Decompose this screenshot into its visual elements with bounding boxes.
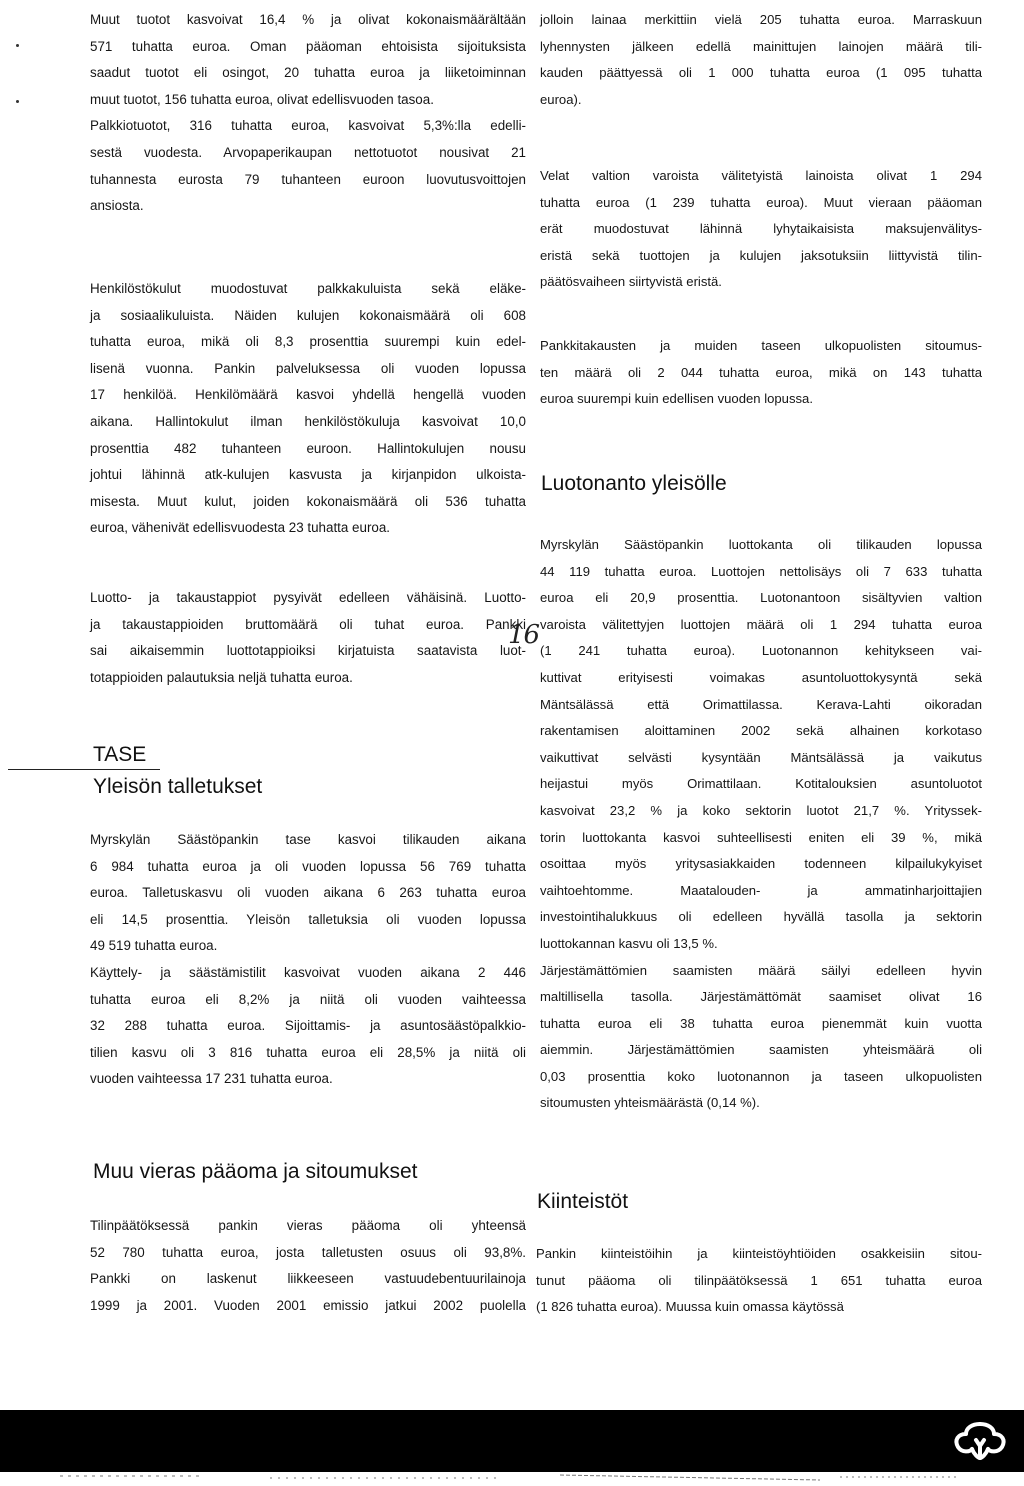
paragraph-other-liabilities [90, 1213, 526, 1319]
text-line: vuoden vaihteessa 17 231 tuhatta euroa. [90, 1071, 333, 1087]
text-line: euroa. Talletuskasvu oli vuoden aikana 6 263 tuhatta euroa [90, 885, 526, 901]
text-line: heijastui myös Orimattilaan. Kotitalouksien asuntoluotot [540, 776, 982, 792]
text-line: 44 119 tuhatta euroa. Luottojen nettolisäys oli 7 633 tuhatta [540, 563, 982, 579]
text-line: 32 288 tuhatta euroa. Sijoittamis- ja asuntosäästöpalkkio- [90, 1018, 526, 1034]
text-line: ja sosiaalikuluista. Näiden kulujen kokonaismäärä oli 608 [90, 307, 526, 323]
scan-speck [16, 100, 19, 103]
text-line: prosenttia 482 tuhanteen euroon. Hallintokulujen nousu [90, 440, 526, 456]
text-line: Tilinpäätöksessä pankin vieras pääoma oli yhteensä [90, 1218, 526, 1233]
text-line: investointihalukkuus oli edelleen hyvällä tasolla ja sektorin [540, 909, 982, 925]
text-line: sestä vuodesta. Arvopaperikaupan nettotuotot nousivat 21 [90, 144, 526, 160]
text-line: eristä sekä tuottojen ja kulujen jaksotuksiin liittyvistä tilin- [540, 247, 982, 263]
text-line: luottokannan kasvu oli 13,5 %. [540, 935, 718, 951]
text-line: 1999 ja 2001. Vuoden 2001 emissio jatkui 2002 puolella [90, 1297, 526, 1313]
page-number: 16 [508, 620, 540, 650]
text-line: saadut tuotot eli osingot, 20 tuhatta euroa ja liiketoiminnan [90, 65, 526, 81]
text-line: (1 826 tuhatta euroa). Muussa kuin omassa käytössä [536, 1299, 844, 1315]
text-line: kuttivat erityisesti voimakas asuntoluottokysyntä sekä [540, 669, 982, 685]
paragraph-lending [540, 532, 982, 1117]
text-line: lisenä vuonna. Pankin palveluksessa oli vuoden lopussa [90, 360, 526, 376]
text-line: johtui lähinnä atk-kulujen kasvusta ja kirjanpidon ulkoista- [90, 467, 526, 483]
text-line: Käyttely- ja säästämistilit kasvoivat vuoden aikana 2 446 [90, 964, 526, 980]
text-line: euroa). [540, 91, 582, 107]
text-line: varoista välitettyjen luottojen määrä oli 1 294 tuhatta euroa [540, 616, 982, 632]
text-line: ten määrä oli 2 044 tuhatta euroa, mikä on 143 tuhatta [540, 364, 982, 380]
paragraph-guarantees [540, 333, 982, 413]
footer-bar [0, 1410, 1024, 1472]
text-line: kasvoivat 23,2 % ja koko sektorin luotot 21,7 %. Yrityssek- [540, 802, 982, 818]
text-line: 17 henkilöä. Henkilömäärä kasvoi yhdellä hengellä vuoden [90, 387, 526, 403]
text-line: kauden päättyessä oli 1 000 tuhatta euroa (1 095 tuhatta [540, 65, 982, 81]
text-line: eli 14,5 prosenttia. Yleisön talletuksia oli vuoden lopussa [90, 911, 526, 927]
text-line: 49 519 tuhatta euroa. [90, 938, 218, 954]
text-line: tuhatta euroa eli 8,2% ja niitä oli vuoden vaihteessa [90, 991, 526, 1007]
paragraph-personnel-costs [90, 276, 526, 542]
text-line: Myrskylän Säästöpankin luottokanta oli tilikauden lopussa [540, 537, 982, 552]
section-heading-tase: TASE [93, 743, 147, 766]
paragraph-deposits [90, 827, 526, 1093]
text-line: lyhennysten jälkeen edellä mainittujen lainojen määrä tili- [540, 38, 982, 54]
text-line: erät muodostuvat lähinnä lyhytaikaisista maksujenvälitys- [540, 221, 982, 237]
text-line: maltillisella tasolla. Järjestämättömät saamiset olivat 16 [540, 989, 982, 1005]
paragraph-state-loans [540, 163, 982, 296]
text-line: vaikuttivat selvästi kysyntään Mäntsälässä ja vaikutus [540, 749, 982, 765]
text-line: sitoumusten yhteismäärästä (0,14 %). [540, 1095, 760, 1111]
text-line: tilien kasvu oli 3 816 tuhatta euroa eli 28,5% ja niitä oli [90, 1044, 526, 1060]
text-line: torin luottokanta kasvoi suhteellisesti eniten eli 39 %, mikä [540, 829, 982, 845]
text-line: 6 984 tuhatta euroa ja oli vuoden lopussa 56 769 tuhatta [90, 858, 526, 874]
text-line: päätösvaiheen siirtyvistä eristä. [540, 274, 722, 290]
text-line: euroa, vähenivät edellisvuodesta 23 tuhatta euroa. [90, 520, 391, 536]
scan-noise-strip [60, 1472, 960, 1486]
paragraph-other-income [90, 7, 526, 220]
text-line: Myrskylän Säästöpankin tase kasvoi tilikauden aikana [90, 832, 526, 847]
text-line: Luotto- ja takaustappiot pysyivät edelleen vähäisinä. Luotto- [90, 590, 526, 605]
text-line: tunut pääoma oli tilinpäätöksessä 1 651 tuhatta euroa [536, 1272, 982, 1288]
text-line: Pankin kiinteistöihin ja kiinteistöyhtiöiden osakkeisiin sitou- [536, 1246, 982, 1261]
paragraph-real-estate [536, 1241, 982, 1321]
section-heading-lending: Luotonanto yleisölle [541, 472, 727, 495]
section-heading-real-estate: Kiinteistöt [537, 1190, 629, 1213]
text-line: sai aikaisemmin luottotappioiksi kirjatuista saatavista luot- [90, 643, 526, 659]
text-line: tuhatta euroa (1 239 tuhatta euroa). Muut vieraan pääoman [540, 194, 982, 210]
text-line: aikana. Hallintokulut ilman henkilöstökuluja kasvoivat 10,0 [90, 413, 526, 429]
text-line: Palkkiotuotot, 316 tuhatta euroa, kasvoivat 5,3%:lla edelli- [90, 118, 526, 134]
paragraph-debenture-loans [540, 7, 982, 113]
text-line: euroa eli 20,9 prosenttia. Luotonantoon sisältyvien valtion [540, 590, 982, 606]
text-line: Mäntsälässä että Orimattilassa. Kerava-Lahti oikoradan [540, 696, 982, 712]
text-line: Pankkitakausten ja muiden taseen ulkopuolisten sitoumus- [540, 338, 982, 353]
text-line: tuhatta euroa eli 38 tuhatta euroa pienemmät kuin vuotta [540, 1015, 982, 1031]
text-line: rakentamisen aloittaminen 2002 sekä alhainen korkotaso [540, 723, 982, 739]
text-line: 0,03 prosenttia koko luotonannon ja taseen ulkopuolisten [540, 1068, 982, 1084]
tase-underline-rule [8, 769, 160, 770]
scan-speck [16, 44, 19, 47]
section-heading-deposits: Yleisön talletukset [93, 775, 263, 798]
text-line: misesta. Muut kulut, joiden kokonaismäärä oli 536 tuhatta [90, 493, 526, 509]
text-line: Pankki on laskenut liikkeeseen vastuudebentuurilainoja [90, 1271, 526, 1287]
text-line: tuhatta euroa, mikä oli 8,3 prosenttia suurempi kuin edel- [90, 334, 526, 350]
text-line: aiemmin. Järjestämättömien saamisten yhteismäärä oli [540, 1042, 982, 1058]
text-line: osoittaa myös yritysasiakkaiden todenneen kilpailukykyiset [540, 856, 982, 872]
text-line: totappioiden palautuksia neljä tuhatta euroa. [90, 669, 353, 685]
text-line: Velat valtion varoista välitetyistä lainoista olivat 1 294 [540, 168, 982, 183]
text-line: 52 780 tuhatta euroa, josta talletusten osuus oli 93,8%. [90, 1244, 526, 1260]
text-line: tuhannesta eurosta 79 tuhanteen euroon luovutusvoittojen [90, 171, 526, 187]
text-line: ansiosta. [90, 198, 144, 214]
text-line: muut tuotot, 156 tuhatta euroa, olivat edellisvuoden tasoa. [90, 91, 434, 107]
text-line: Henkilöstökulut muodostuvat palkkakuluista sekä eläke- [90, 281, 526, 296]
text-line: vaihtoehtomme. Maatalouden- ja ammatinharjoittajien [540, 882, 982, 898]
text-line: Järjestämättömien saamisten määrä säilyi edelleen hyvin [540, 962, 982, 978]
text-line: Muut tuotot kasvoivat 16,4 % ja olivat kokonaismäärältään [90, 12, 526, 27]
text-line: euroa suurempi kuin edellisen vuoden lopussa. [540, 391, 813, 407]
text-line: jolloin lainaa merkittiin vielä 205 tuhatta euroa. Marraskuun [540, 12, 982, 27]
text-line: (1 241 tuhatta euroa). Luotonannon kehitykseen vai- [540, 643, 982, 659]
text-line: ja takaustappioiden bruttomäärä oli tuhat euroa. Pankki [90, 616, 526, 632]
text-line: 571 tuhatta euroa. Oman pääoman ehtoisista sijoituksista [90, 38, 526, 54]
section-heading-other-liabilities: Muu vieras pääoma ja sitoumukset [93, 1160, 418, 1183]
paragraph-credit-losses [90, 585, 526, 691]
savings-bank-oak-logo-icon [950, 1416, 1010, 1466]
